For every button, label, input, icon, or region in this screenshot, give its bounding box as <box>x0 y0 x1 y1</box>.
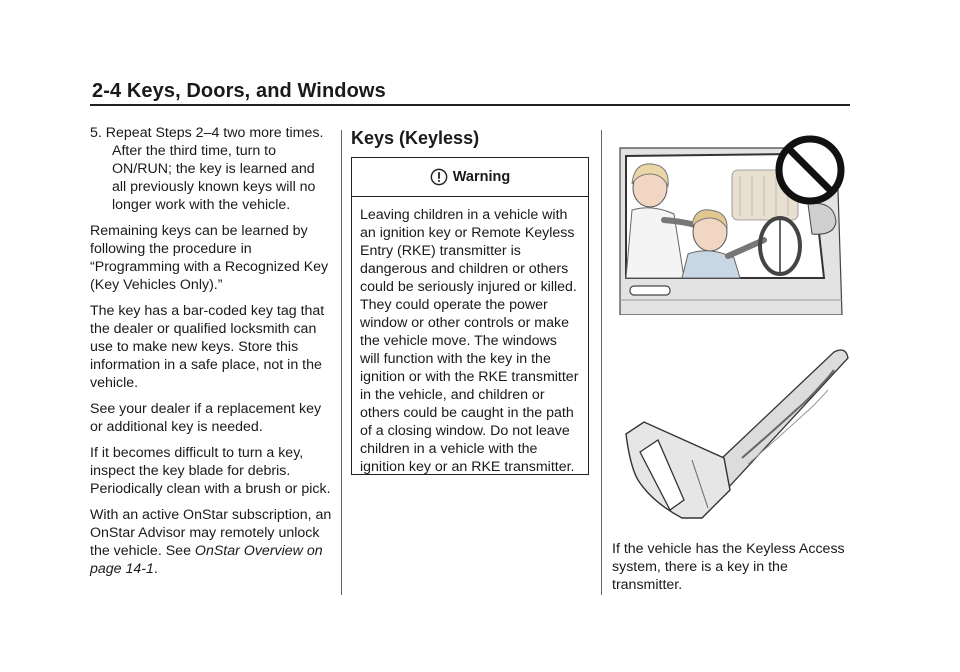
children-in-vehicle-illustration <box>612 130 852 315</box>
section-title: Keys (Keyless) <box>351 128 480 148</box>
paragraph-onstar <box>90 506 332 578</box>
warning-icon <box>430 168 448 186</box>
onstar-reference-link[interactable]: OnStar Overview on page 14-1 <box>90 543 323 577</box>
page-header-title: 2-4 Keys, Doors, and Windows <box>92 80 386 102</box>
onstar-end: . <box>153 561 158 577</box>
header-rule <box>90 104 850 106</box>
paragraph-bar-coded-tag: The key has a bar-coded key tag that the dealer or qualified locksmith can use to make new keys. Store this information in a safe place, not in the vehicle. <box>90 303 325 391</box>
onstar-text: With an active OnStar subscription, an OnStar Advisor may remotely unlock the vehicle. See <box>90 507 332 559</box>
warning-header <box>352 158 588 197</box>
warning-box <box>351 157 589 475</box>
left-column <box>90 124 332 586</box>
column-divider-right <box>601 130 602 595</box>
warning-label: Warning <box>452 169 511 185</box>
paragraph-difficult-key: If it becomes difficult to turn a key, inspect the key blade for debris. Periodically clean with a brush or pick. <box>90 445 331 497</box>
keyless-access-caption: If the vehicle has the Keyless Access system, there is a key in the transmitter. <box>612 541 845 593</box>
key-blade-illustration <box>612 340 857 530</box>
column-divider-left <box>341 130 342 595</box>
warning-text: Leaving children in a vehicle with an ignition key or Remote Keyless Entry (RKE) transmitter is dangerous and children or others could be seriously injured or killed. They could operate the power window or other controls or make the vehicle move. The windows will function with the key in the ignition or with the RKE transmitter in the vehicle, and children or others could be caught in the path of a closing window. Do not leave children in a vehicle with the ignition key or an RKE transmitter. <box>360 207 579 475</box>
paragraph-see-dealer: See your dealer if a replacement key or additional key is needed. <box>90 401 322 435</box>
step-5: 5. Repeat Steps 2–4 two more times. After the third time, turn to ON/RUN; the key is learned and all previously known keys will no longer work with the vehicle. <box>90 125 324 213</box>
paragraph-remaining-keys: Remaining keys can be learned by following the procedure in “Programming with a Recognized Key (Key Vehicles Only).” <box>90 223 329 293</box>
